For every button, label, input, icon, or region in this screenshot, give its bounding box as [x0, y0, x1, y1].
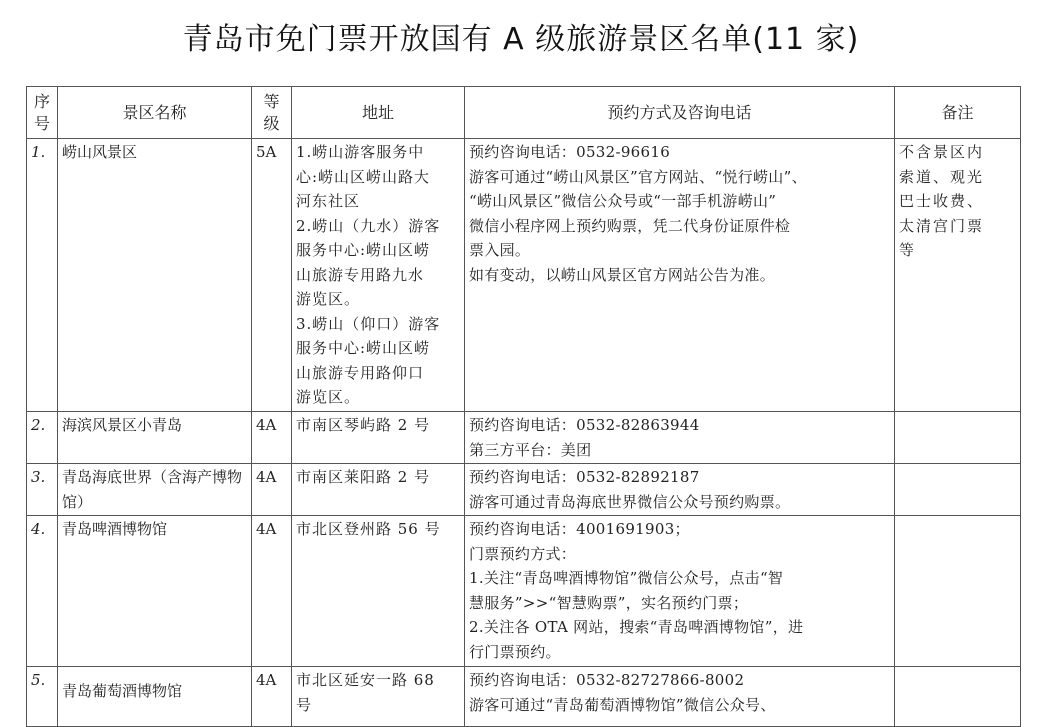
- contact-line: 行门票预约。: [469, 642, 561, 661]
- row-contact: [465, 412, 895, 464]
- contact-line: 游客可通过青岛海底世界微信公众号预约购票。: [469, 492, 791, 511]
- address-line: 市南区莱阳路 2 号: [296, 468, 431, 486]
- row-address: [292, 667, 465, 727]
- address-line: 市北区登州路 56 号: [296, 520, 441, 538]
- header-note: 备注: [895, 87, 1021, 139]
- row-note: [895, 139, 1021, 412]
- row-note: [895, 667, 1021, 727]
- row-note: [895, 516, 1021, 667]
- address-line: 2.崂山（九水）游客: [296, 216, 441, 235]
- row-seq: 3.: [27, 464, 58, 516]
- header-grade: [252, 87, 292, 139]
- table-row: [27, 464, 1021, 516]
- contact-line: 1.关注“青岛啤酒博物馆”微信公众号，点击“智: [469, 569, 784, 587]
- contact-line: 预约咨询电话：0532-96616: [469, 143, 671, 161]
- note-line: 等: [899, 241, 917, 259]
- row-seq: 5.: [27, 667, 58, 727]
- address-line: 1.崂山游客服务中: [296, 143, 425, 161]
- address-line: 市南区琴屿路 2 号: [296, 416, 431, 434]
- header-seq-line: 序: [33, 91, 50, 111]
- header-grade-line: 等: [263, 91, 280, 111]
- row-address: [292, 412, 465, 464]
- contact-line: 如有变动，以崂山风景区官方网站公告为准。: [469, 265, 776, 284]
- row-address: [292, 139, 465, 412]
- row-grade: 4A: [252, 667, 292, 727]
- contact-line: 预约咨询电话：0532-82863944: [469, 416, 700, 434]
- table-row: [27, 516, 1021, 667]
- contact-line: 预约咨询电话：4001691903；: [469, 520, 690, 538]
- row-name: 青岛啤酒博物馆: [58, 516, 252, 667]
- header-seq: [27, 87, 58, 139]
- contact-line: 预约咨询电话：0532-82727866-8002: [469, 671, 745, 689]
- row-contact: [465, 516, 895, 667]
- row-seq: 2.: [27, 412, 58, 464]
- address-line: 市北区延安一路 68: [296, 671, 435, 689]
- address-line: 号: [296, 695, 313, 714]
- address-line: 服务中心:崂山区崂: [296, 339, 431, 357]
- address-line: 游览区。: [296, 388, 361, 406]
- row-name: 青岛葡萄酒博物馆: [58, 667, 252, 727]
- contact-line: 预约咨询电话：0532-82892187: [469, 468, 700, 486]
- note-line: 索道、观光: [899, 167, 985, 186]
- contact-line: 第三方平台：美团: [469, 440, 592, 459]
- header-address: 地址: [292, 87, 465, 139]
- row-name: 崂山风景区: [58, 139, 252, 412]
- row-grade: 4A: [252, 412, 292, 464]
- table-row: [27, 412, 1021, 464]
- row-name: 海滨风景区小青岛: [58, 412, 252, 464]
- header-contact: 预约方式及咨询电话: [465, 87, 895, 139]
- address-line: 心:崂山区崂山路大: [296, 167, 431, 186]
- contact-line: “崂山风景区”微信公众号或“一部手机游崂山”: [469, 192, 777, 210]
- contact-line: 游客可通过“崂山风景区”官方网站、“悦行崂山”、: [469, 167, 807, 186]
- address-line: 服务中心:崂山区崂: [296, 241, 431, 259]
- table-header-row: [27, 87, 1021, 139]
- scenic-spot-table: [26, 86, 1021, 727]
- row-grade: 4A: [252, 516, 292, 667]
- address-line: 3.崂山（仰口）游客: [296, 314, 441, 333]
- contact-line: 游客可通过“青岛葡萄酒博物馆”微信公众号、: [469, 695, 776, 714]
- note-line: 巴士收费、: [899, 192, 985, 210]
- address-line: 游览区。: [296, 290, 361, 308]
- row-note: [895, 412, 1021, 464]
- row-seq: 1.: [27, 139, 58, 412]
- contact-line: 慧服务”>>“智慧购票”，实名预约门票；: [469, 593, 749, 612]
- address-line: 山旅游专用路仰口: [296, 363, 425, 382]
- row-contact: [465, 139, 895, 412]
- document-title: 青岛市免门票开放国有 A 级旅游景区名单(11 家): [182, 22, 860, 57]
- header-name: 景区名称: [58, 87, 252, 139]
- row-name: 青岛海底世界（含海产博物馆）: [58, 464, 252, 516]
- table-row: [27, 667, 1021, 727]
- row-note: [895, 464, 1021, 516]
- contact-line: 门票预约方式：: [469, 544, 577, 563]
- header-grade-line: 级: [263, 113, 280, 133]
- address-line: 山旅游专用路九水: [296, 265, 425, 284]
- contact-line: 2.关注各 OTA 网站，搜索“青岛啤酒博物馆”，进: [469, 618, 804, 636]
- row-contact: [465, 464, 895, 516]
- row-address: [292, 464, 465, 516]
- header-seq-line: 号: [33, 113, 50, 133]
- table-row: [27, 139, 1021, 412]
- contact-line: 票入园。: [469, 241, 531, 259]
- row-address: [292, 516, 465, 667]
- note-line: 太清宫门票: [899, 216, 985, 235]
- contact-line: 微信小程序网上预约购票，凭二代身份证原件检: [469, 216, 791, 235]
- row-contact: [465, 667, 895, 727]
- row-grade: 4A: [252, 464, 292, 516]
- row-grade: 5A: [252, 139, 292, 412]
- address-line: 河东社区: [296, 192, 361, 210]
- note-line: 不含景区内: [899, 143, 985, 161]
- row-seq: 4.: [27, 516, 58, 667]
